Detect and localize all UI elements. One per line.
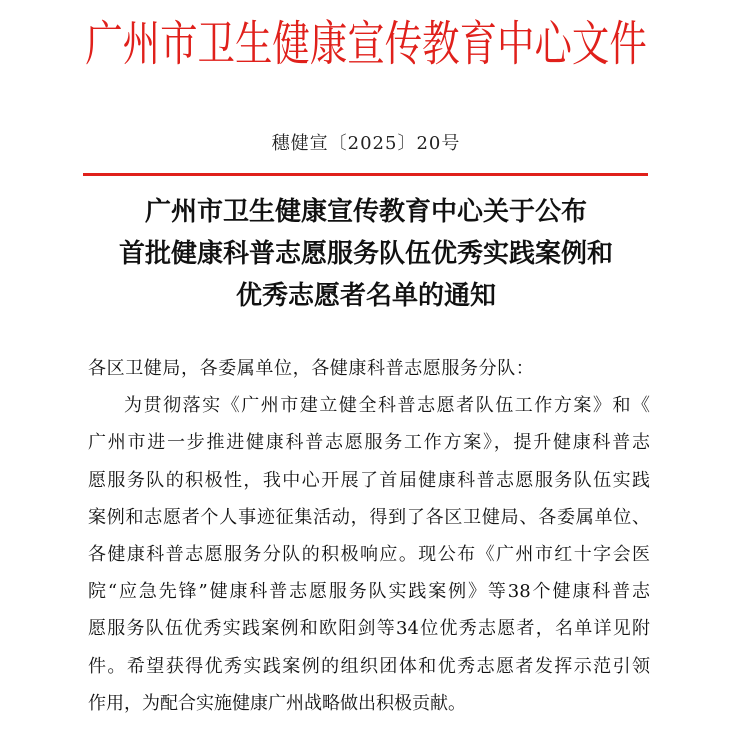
paragraph-line: 件。希望获得优秀实践案例的组织团体和优秀志愿者发挥示范引领 bbox=[88, 655, 650, 677]
document-number: 穗健宣〔2025〕20号 bbox=[271, 133, 461, 154]
paragraph-line: 愿服务队的积极性，我中心开展了首届健康科普志愿服务队伍实践 bbox=[88, 469, 650, 491]
paragraph-line: 广州市进一步推进健康科普志愿服务工作方案》，提升健康科普志 bbox=[88, 432, 650, 454]
paragraph-line: 案例和志愿者个人事迹征集活动，得到了各区卫健局、各委属单位、 bbox=[88, 506, 650, 528]
paragraph-line: 各健康科普志愿服务分队的积极响应。现公布《广州市红十字会医 bbox=[88, 544, 650, 566]
red-separator-line bbox=[83, 173, 648, 176]
notice-title bbox=[0, 191, 732, 317]
notice-body bbox=[88, 350, 650, 722]
notice-title-line-3: 优秀志愿者名单的通知 bbox=[235, 281, 496, 311]
notice-title-line-1: 广州市卫生健康宣传教育中心关于公布 bbox=[144, 197, 587, 227]
notice-title-line-2: 首批健康科普志愿服务队伍优秀实践案例和 bbox=[118, 239, 613, 269]
paragraph-line: 为贯彻落实《广州市建立健全科普志愿者队伍工作方案》和《 bbox=[124, 395, 650, 417]
salutation: 各区卫健局，各委属单位，各健康科普志愿服务分队： bbox=[88, 358, 535, 379]
paragraph-line: 作用，为配合实施健康广州战略做出积极贡献。 bbox=[88, 692, 466, 714]
issuer-header: 广州市卫生健康宣传教育中心文件 bbox=[85, 16, 647, 72]
paragraph-line: 愿服务队伍优秀实践案例和欧阳剑等34位优秀志愿者，名单详见附 bbox=[88, 618, 650, 640]
paragraph-line: 院“应急先锋”健康科普志愿服务队实践案例》等38个健康科普志 bbox=[88, 581, 650, 603]
